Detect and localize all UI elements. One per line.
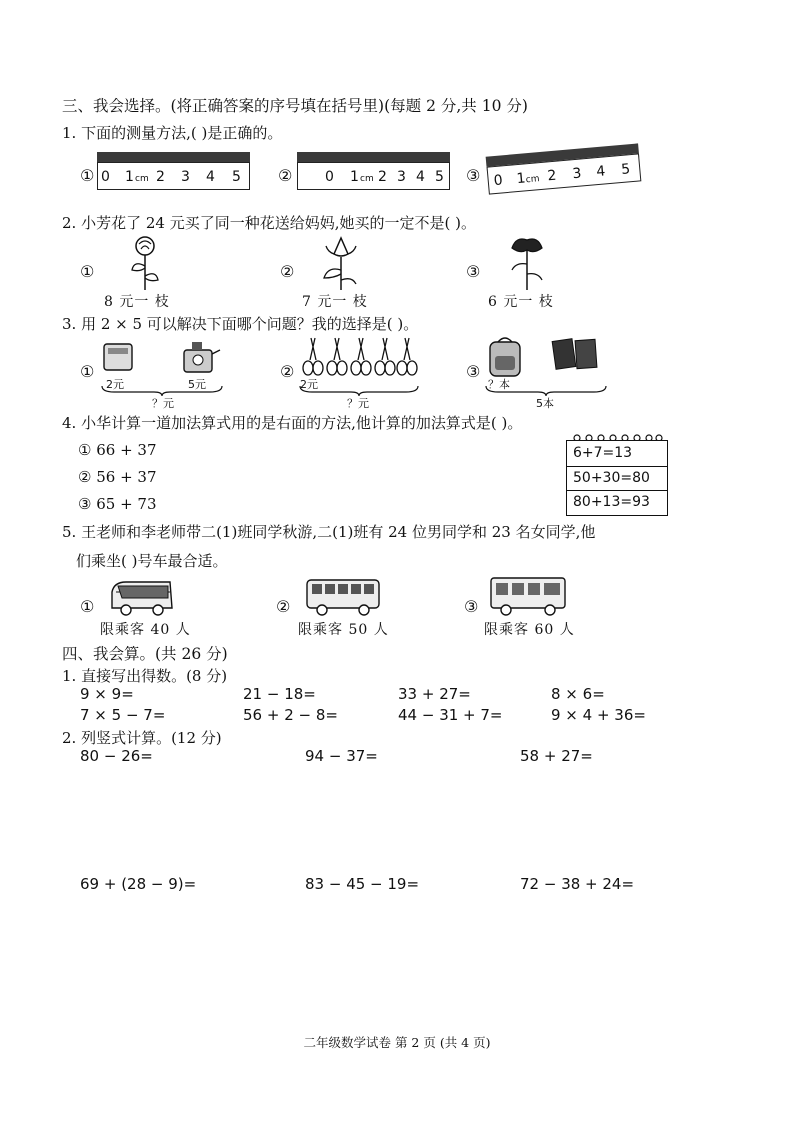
q5-text-line1: 5. 王老师和李老师带二(1)班同学秋游,二(1)班有 24 位男同学和 23 名女同学,他 [62,523,596,541]
q3-option3-marker[interactable]: ③ [466,362,481,381]
carnation-flower-icon [502,234,552,292]
q5-option3-marker[interactable]: ③ [464,597,479,616]
vertical-calc-item: 69 + (28 − 9)= [80,875,197,893]
ruler-digit: 1 [350,169,359,185]
q5-text-line2: 们乘坐( )号车最合适。 [76,552,228,570]
ruler-digit: 0 [325,169,334,185]
q2-option2-marker[interactable]: ② [280,262,295,281]
notebook-spiral-icon [567,433,667,441]
q5-option2-caption: 限乘客 50 人 [298,622,389,638]
ruler-digit: 2 [156,169,165,185]
ruler-unit: cm [135,174,149,184]
calc-item: 7 × 5 − 7= [80,706,166,724]
q4-option3-marker: ③ [78,495,92,513]
calc-item: 8 × 6= [551,685,605,703]
city-bus-icon [304,576,382,618]
ruler-digit: 4 [206,169,215,185]
ruler-digit: 5 [435,169,444,185]
q1-ruler-1 [97,152,250,190]
notebook-line: 80+13=93 [573,494,650,510]
q4-option1-marker: ① [78,441,92,459]
q4-option2-expr: 56 + 37 [96,468,157,486]
vertical-calc-item: 83 − 45 − 19= [305,875,420,893]
ruler-digit: 3 [571,165,583,183]
pencil-box-and-sharpener-icon [100,338,224,378]
q4-option1[interactable] [78,441,157,459]
ruler-digit: 3 [397,169,406,185]
q5-option2-marker[interactable]: ② [276,597,291,616]
ruler-digit: 4 [595,163,606,181]
q3-option1-marker[interactable]: ① [80,362,95,381]
q3-opt1-price-b: 5元 [188,378,206,391]
page-footer: 二年级数学试卷 第 2 页 (共 4 页) [303,1035,491,1050]
calc-item: 21 − 18= [243,685,316,703]
q2-option3-caption: 6 元一 枝 [488,294,554,310]
q2-option3-marker[interactable]: ③ [466,262,481,281]
scissors-icon [298,336,418,380]
vertical-calc-item: 80 − 26= [80,747,153,765]
q4-text: 4. 小华计算一道加法算式用的是右面的方法,他计算的加法算式是( )。 [62,414,523,432]
vertical-calc-item: 58 + 27= [520,747,593,765]
q1-ruler-2 [297,152,450,190]
q1-option1-marker[interactable]: ① [80,166,95,185]
notebook-line: 50+30=80 [573,470,650,486]
q5-option1-caption: 限乘客 40 人 [100,622,191,638]
backpack-and-books-icon [484,334,604,380]
q1-ruler-3 [486,143,642,194]
q5-option1-marker[interactable]: ① [80,597,95,616]
calc-item: 44 − 31 + 7= [398,706,503,724]
q3-opt3-qty: ？本 [488,378,510,391]
q4-notebook [566,440,668,516]
q3-opt2-total: ？元 [347,397,369,410]
notebook-line: 6+7=13 [573,445,633,461]
calc-item: 9 × 4 + 36= [551,706,646,724]
ruler-digit: 3 [181,169,190,185]
q2-option1-caption: 8 元一 枝 [104,294,170,310]
q3-opt3-total: 5本 [536,397,554,410]
calc-item: 56 + 2 − 8= [243,706,338,724]
calc-item: 9 × 9= [80,685,134,703]
q3-opt2-price: 2元 [300,378,318,391]
ruler-unit: cm [525,174,540,186]
section4-part2-title: 2. 列竖式计算。(12 分) [62,729,222,747]
ruler-digit: 1 [125,169,134,185]
q4-option2[interactable] [78,468,157,486]
q3-option2-marker[interactable]: ② [280,362,295,381]
coach-bus-icon [108,578,176,618]
ruler-digit: 2 [546,167,558,185]
large-bus-icon [488,574,568,618]
rose-flower-icon [120,234,170,292]
q3-opt1-price-a: 2元 [106,378,124,391]
section4-title: 四、我会算。(共 26 分) [62,645,228,663]
ruler-digit: 2 [378,169,387,185]
ruler-digit: 1 [516,170,527,188]
vertical-calc-item: 72 − 38 + 24= [520,875,635,893]
calc-item: 33 + 27= [398,685,471,703]
q2-text: 2. 小芳花了 24 元买了同一种花送给妈妈,她买的一定不是( )。 [62,214,476,232]
q5-option3-caption: 限乘客 60 人 [484,622,575,638]
q3-opt1-total: ？元 [152,397,174,410]
q2-option1-marker[interactable]: ① [80,262,95,281]
ruler-digit: 0 [493,172,504,190]
ruler-unit: cm [360,174,374,184]
section4-part1-title: 1. 直接写出得数。(8 分) [62,667,228,685]
ruler-digit: 5 [232,169,241,185]
q1-option2-marker[interactable]: ② [278,166,293,185]
ruler-digit: 5 [620,161,631,178]
ruler-digit: 0 [101,169,110,185]
q1-option3-marker[interactable]: ③ [466,166,481,185]
q2-option2-caption: 7 元一 枝 [302,294,368,310]
section3-title: 三、我会选择。(将正确答案的序号填在括号里)(每题 2 分,共 10 分) [62,97,528,115]
q4-option3[interactable] [78,495,157,513]
q1-text: 1. 下面的测量方法,( )是正确的。 [62,124,283,142]
q4-option2-marker: ② [78,468,92,486]
ruler-digit: 4 [416,169,425,185]
lily-flower-icon [316,234,366,292]
q4-option1-expr: 66 + 37 [96,441,157,459]
vertical-calc-item: 94 − 37= [305,747,378,765]
q3-text: 3. 用 2 × 5 可以解决下面哪个问题？我的选择是( )。 [62,315,419,333]
q4-option3-expr: 65 + 73 [96,495,157,513]
